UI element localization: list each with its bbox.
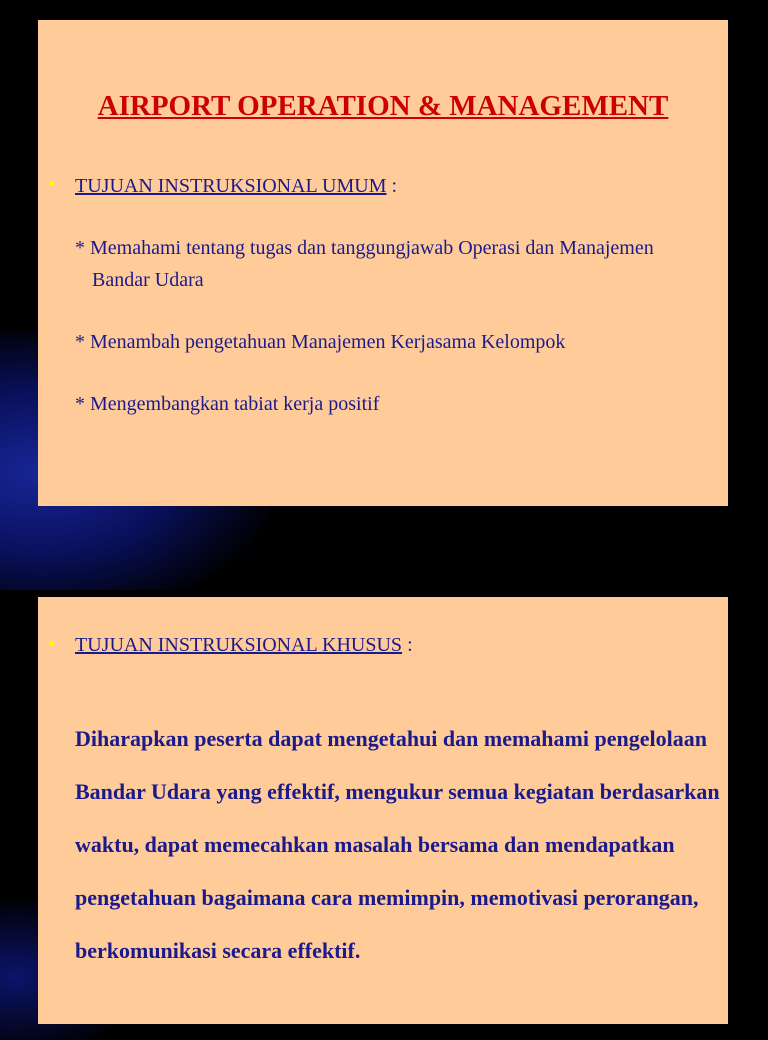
heading-umum-text: TUJUAN INSTRUKSIONAL UMUM	[75, 175, 387, 197]
list-item: * Menambah pengetahuan Manajemen Kerjasama Kelompok	[75, 331, 566, 353]
heading-khusus-colon: :	[402, 634, 413, 656]
heading-umum	[75, 175, 397, 198]
slide-2	[38, 597, 728, 1024]
heading-umum-colon: :	[386, 175, 398, 197]
list-item: * Mengembangkan tabiat kerja positif	[75, 393, 380, 415]
slide-title: AIRPORT OPERATION & MANAGEMENT	[97, 90, 669, 122]
bullet-icon: •	[48, 171, 56, 196]
list-item: * Memahami tentang tugas dan tanggungjawab Operasi dan Manajemen Bandar Udara	[75, 237, 654, 291]
bullet-icon: •	[48, 631, 56, 656]
slide-1	[38, 20, 728, 506]
heading-khusus	[75, 634, 413, 657]
objective-paragraph: Diharapkan peserta dapat mengetahui dan memahami pengelolaan Bandar Udara yang effektif, mengukur semua kegiatan berdasarkan waktu, dapat memecahkan masalah bersama dan mendapatkan pengetahuan bagaimana cara memimpin, memotivasi perorangan, berkomunikasi secara effektif.	[75, 726, 720, 963]
heading-khusus-text: TUJUAN INSTRUKSIONAL KHUSUS	[75, 634, 403, 656]
